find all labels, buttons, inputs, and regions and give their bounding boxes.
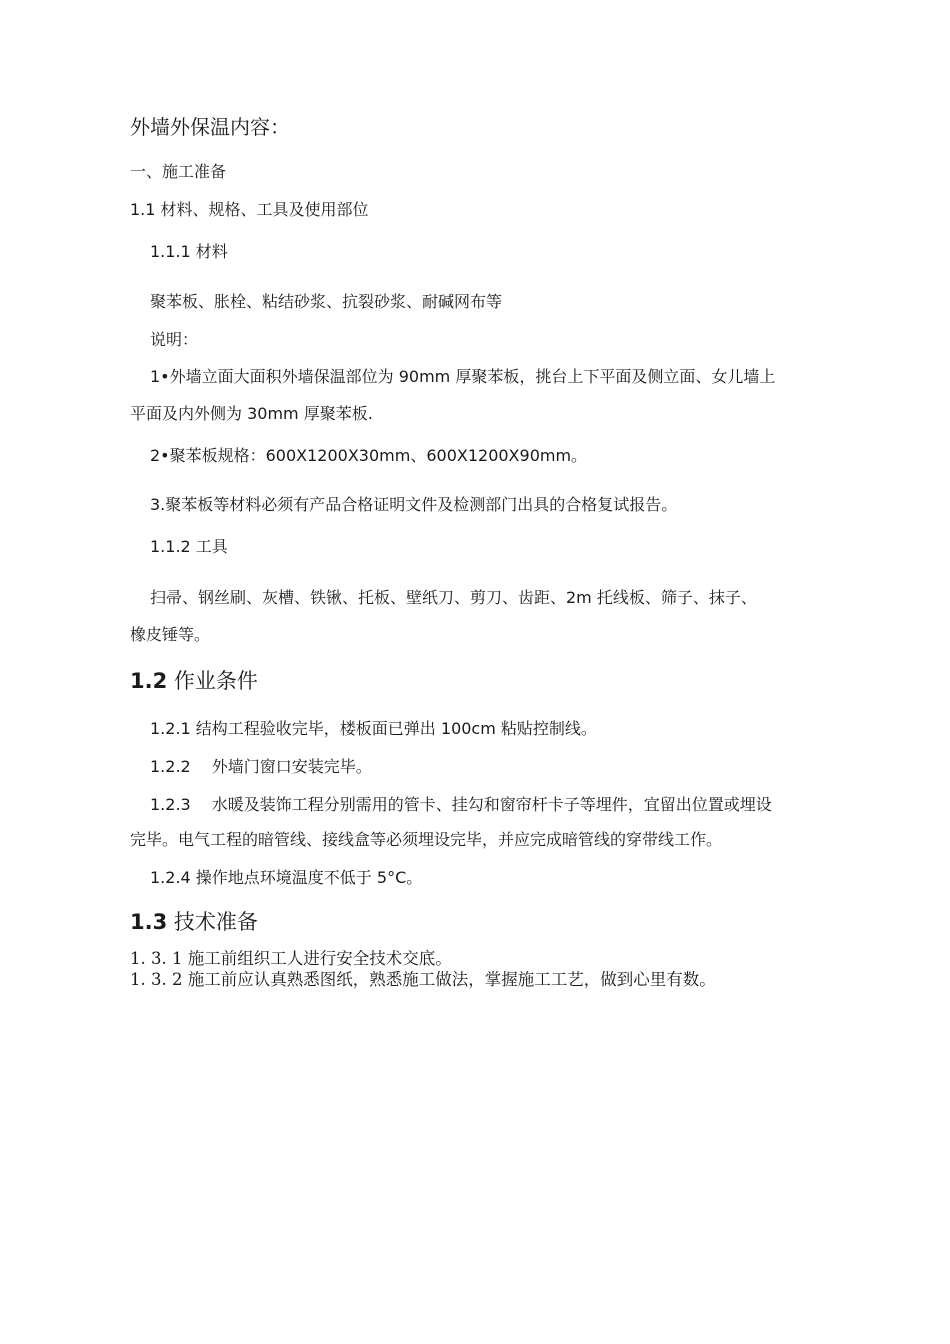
document-title: 外墙外保温内容： [130,115,290,139]
note-2: 2•聚苯板规格：600X1200X30mm、600X1200X90mm。 [150,446,588,465]
subsection-heading-1-1-1: 1.1.1 材料 [150,242,228,261]
note-label: 说明： [150,330,199,349]
tech-prep-1: 1. 3. 1 施工前组织工人进行安全技术交底。 [130,949,452,968]
condition-1: 1.2.1 结构工程验收完毕，楼板面已弹出 100cm 粘贴控制线。 [150,719,597,738]
section-title: 技术准备 [173,910,258,934]
section-heading-1-2 [130,668,258,694]
tools-line-2: 橡皮锤等。 [130,625,211,644]
subsection-heading-1-1: 1.1 材料、规格、工具及使用部位 [130,200,369,219]
condition-3-line-2: 完毕。电气工程的暗管线、接线盒等必须埋设完毕，并应完成暗管线的穿带线工作。 [130,830,723,849]
section-title: 作业条件 [173,669,258,693]
note-3: 3.聚苯板等材料必须有产品合格证明文件及检测部门出具的合格复试报告。 [150,495,678,514]
section-heading-1: 一、施工准备 [130,162,227,181]
condition-3-line-1: 1.2.3 水暖及装饰工程分别需用的管卡、挂勾和窗帘杆卡子等埋件，宜留出位置或埋设 [150,795,772,814]
condition-4: 1.2.4 操作地点环境温度不低于 5°C。 [150,868,423,887]
subsection-heading-1-1-2: 1.1.2 工具 [150,537,228,556]
note-1-line-1: 1•外墙立面大面积外墙保温部位为 90mm 厚聚苯板，挑台上下平面及侧立面、女儿墙上 [150,367,776,386]
materials-text: 聚苯板、胀栓、粘结砂浆、抗裂砂浆、耐碱网布等 [150,292,503,311]
section-heading-1-3 [130,909,258,935]
section-number: 1.2 [130,669,168,693]
tech-prep-2: 1. 3. 2 施工前应认真熟悉图纸，熟悉施工做法，掌握施工工艺，做到心里有数。 [130,970,716,989]
tools-line-1: 扫帚、钢丝刷、灰槽、铁锹、托板、壁纸刀、剪刀、齿距、2m 托线板、筛子、抹子、 [150,588,757,607]
condition-2: 1.2.2 外墙门窗口安装完毕。 [150,757,372,776]
note-1-line-2: 平面及内外侧为 30mm 厚聚苯板. [130,404,373,423]
section-number: 1.3 [130,910,168,934]
